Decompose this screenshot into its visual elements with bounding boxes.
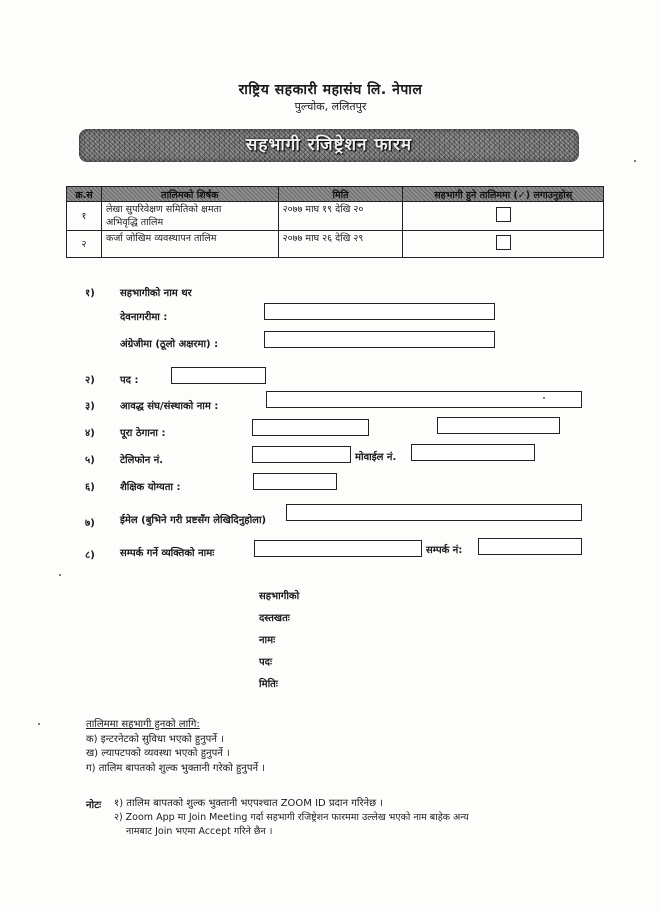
row-title-line1: लेखा सुपरिवेक्षण समितिको क्षमता — [105, 204, 222, 215]
row-sn: १ — [67, 202, 102, 231]
field-4-number: ४) — [85, 428, 95, 439]
scan-speck — [543, 397, 545, 399]
table-row — [67, 202, 604, 231]
field-1-number: १) — [85, 288, 95, 299]
requirement-item: ख) ल्यापटपको व्यवस्था भएको हुनुपर्ने । — [86, 748, 230, 759]
table-row — [67, 231, 604, 258]
training-checkbox-2[interactable] — [496, 235, 511, 250]
field-3-number: ३) — [85, 401, 95, 412]
organization-name: राष्ट्रिय सहकारी महासंघ लि. नेपाल — [238, 82, 423, 98]
email-input[interactable] — [286, 504, 582, 521]
mobile-input[interactable] — [411, 444, 535, 461]
note-1: १) तालिम बापतको शुल्क भुक्तानी भएपश्चात ZOOM ID प्रदान गरिनेछ । — [114, 798, 384, 809]
signature-label: दस्तखतः — [259, 613, 290, 624]
note-2-line1: २) Zoom App मा Join Meeting गर्दा सहभागी रजिष्ट्रेशन फारममा उल्लेख भएको नाम बाहेक अन्य — [114, 812, 469, 823]
requirements-title: तालिममा सहभागी हुनको लागि: — [86, 719, 200, 730]
name-english-input[interactable] — [264, 331, 495, 348]
participant-name-label: सहभागीको नाम थर — [120, 288, 192, 299]
name-devanagari-input[interactable] — [264, 303, 495, 320]
organization-address: पुल्चोक, ललितपुर — [294, 100, 367, 113]
email-label: ईमेल (बुभिने गरी प्रष्टसँग लेखिदिनुहोला) — [120, 515, 267, 526]
scan-speck — [38, 723, 40, 725]
training-checkbox-1[interactable] — [496, 207, 511, 222]
organization-label: आवद्ध संघ/संस्थाको नाम : — [120, 401, 219, 412]
requirement-item: क) इन्टरनेटको सुविधा भएको हुनुपर्ने । — [86, 734, 224, 745]
address-input-2[interactable] — [437, 417, 560, 434]
row-date: २०७७ माघ १९ देखि २० — [278, 202, 403, 231]
contact-person-label: सम्पर्क गर्ने व्यक्तिको नामः — [120, 548, 215, 559]
field-5-number: ५) — [85, 455, 95, 466]
row-select-cell — [403, 202, 604, 231]
row-sn: २ — [67, 231, 102, 258]
row-date: २०७७ माघ २६ देखि २९ — [278, 231, 403, 258]
signature-title: सहभागीको — [259, 591, 300, 602]
table-header-row — [67, 187, 604, 202]
organization-input[interactable] — [266, 391, 582, 408]
english-label: अंग्रेजीमा (ठूलो अक्षरमा) : — [120, 339, 219, 350]
scan-speck — [634, 160, 636, 162]
requirement-item: ग) तालिम बापतको शुल्क भुक्तानी गरेको हुनुपर्ने । — [86, 763, 266, 774]
scan-speck — [59, 574, 61, 576]
notes-label: नोटः — [86, 800, 102, 811]
col-date: मिति — [278, 187, 403, 202]
signature-post-label: पदः — [259, 657, 273, 668]
row-title-line2: अभिवृद्धि तालिम — [105, 217, 164, 228]
address-label: पूरा ठेगाना : — [120, 428, 166, 439]
form-title: सहभागी रजिष्ट्रेशन फारम — [245, 135, 413, 155]
form-title-banner — [79, 129, 579, 162]
education-input[interactable] — [253, 473, 337, 490]
mobile-label: मोवाईल नं. — [355, 452, 397, 463]
contact-number-label: सम्पर्क नं: — [426, 545, 463, 556]
contact-person-input[interactable] — [254, 540, 422, 557]
telephone-label: टेलिफोन नं. — [120, 455, 164, 466]
row-title — [101, 202, 278, 231]
col-select: सहभागी हुने तालिममा (✓) लगाउनुहोस् — [403, 187, 604, 202]
address-input-1[interactable] — [252, 419, 369, 436]
row-title — [101, 231, 278, 258]
contact-number-input[interactable] — [478, 538, 582, 555]
field-2-number: २) — [85, 375, 95, 386]
row-title-line1: कर्जा जोखिम व्यवस्थापन तालिम — [105, 233, 217, 244]
row-select-cell — [403, 231, 604, 258]
field-8-number: ८) — [85, 550, 95, 561]
signature-date-label: मितिः — [259, 679, 278, 690]
devanagari-label: देवनागरीमा : — [120, 312, 168, 323]
field-6-number: ६) — [85, 482, 95, 493]
col-title: तालिमको शिर्षक — [101, 187, 278, 202]
col-sn: क्र.सं — [67, 187, 102, 202]
post-label: पद : — [120, 375, 139, 386]
note-2-line2: नामबाट Join भएमा Accept गरिने छैन । — [126, 826, 273, 837]
education-label: शैक्षिक योग्यता : — [120, 482, 181, 493]
telephone-input[interactable] — [252, 446, 351, 463]
field-7-number: ७) — [85, 518, 95, 529]
signature-name-label: नामः — [259, 635, 276, 646]
training-table — [66, 186, 604, 258]
post-input[interactable] — [171, 367, 266, 384]
